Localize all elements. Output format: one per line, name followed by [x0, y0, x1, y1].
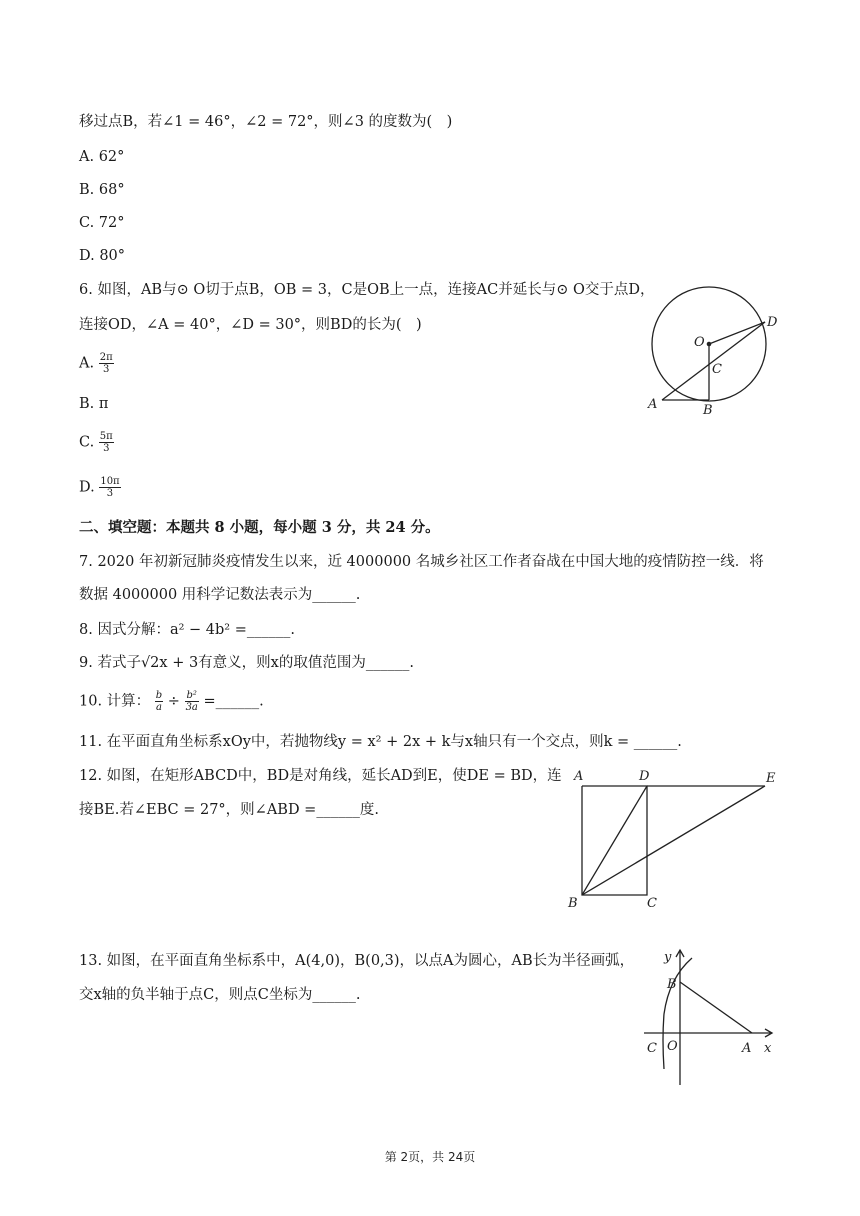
denominator: 3 — [102, 364, 110, 375]
label-c: C — [647, 896, 657, 911]
section-heading: 二、填空题：本题共 8 小题，每小题 3 分，共 24 分。 — [79, 519, 440, 536]
label-b: B — [703, 403, 713, 418]
label-c: C — [712, 362, 722, 377]
q6-option-a-label: A. — [79, 355, 95, 372]
q5-stem: 移过点B，若∠1 = 46°，∠2 = 72°，则∠3 的度数为( ) — [79, 114, 453, 130]
segment-bd — [582, 786, 647, 895]
label-d: D — [639, 769, 650, 784]
label-o: O — [667, 1039, 678, 1054]
q10-label: 10. 计算： — [79, 693, 151, 710]
q6-stem-line1: 6. 如图，AB与⊙ O切于点B，OB = 3，C是OB上一点，连接AC并延长与⊙ O交于点D， — [79, 282, 655, 298]
q10-tail: =______. — [203, 693, 264, 710]
denominator: 3 — [106, 488, 114, 499]
numerator: 2π — [99, 352, 113, 363]
q11-stem: 11. 在平面直角坐标系xOy中，若抛物线y = x² + 2x + k与x轴只有一个交点，则k = ______. — [79, 734, 682, 750]
q10-fraction-2 — [185, 690, 199, 713]
q7-stem-line2: 数据 4000000 用科学记数法表示为______. — [79, 587, 361, 603]
q6-option-b: B. π — [79, 396, 109, 412]
segment-ab — [680, 982, 752, 1033]
q10-fraction-1 — [155, 690, 163, 713]
numerator: b² — [186, 690, 197, 701]
numerator: 5π — [99, 431, 113, 442]
q7-stem-line1: 7. 2020 年初新冠肺炎疫情发生以来，近 4000000 名城乡社区工作者奋战在中国大地的疫情防控一线．将 — [79, 554, 764, 570]
label-d: D — [767, 315, 778, 330]
label-y: y — [664, 950, 672, 965]
q13-coordinate-figure — [634, 944, 784, 1089]
q9-stem: 9. 若式子√2x + 3有意义，则x的取值范围为______. — [79, 655, 414, 671]
q6-option-c-label: C. — [79, 434, 95, 451]
q10-stem — [79, 690, 264, 713]
denominator: 3a — [185, 702, 198, 713]
q5-option-a: A. 62° — [79, 149, 125, 165]
label-c: C — [647, 1041, 657, 1056]
segment-ad — [662, 322, 765, 400]
q13-stem-line2: 交x轴的负半轴于点C，则点C坐标为______. — [79, 987, 361, 1003]
q6-option-c — [79, 431, 114, 454]
segment-be — [582, 786, 765, 895]
label-a: A — [648, 397, 658, 412]
denominator: 3 — [103, 443, 110, 454]
numerator: b — [155, 690, 163, 701]
q6-option-d-fraction — [99, 476, 120, 499]
q6-circle-figure — [640, 280, 780, 420]
q12-rectangle-figure — [565, 764, 790, 914]
q12-stem-line2: 接BE.若∠EBC = 27°，则∠ABD =______度. — [79, 802, 379, 818]
segment-od — [709, 322, 765, 344]
q10-operator: ÷ — [167, 693, 180, 710]
q12-stem-line1: 12. 如图，在矩形ABCD中，BD是对角线，延长AD到E，使DE = BD，连 — [79, 768, 562, 784]
center-point — [707, 342, 712, 347]
q5-option-b: B. 68° — [79, 182, 125, 198]
q6-option-a-fraction — [99, 352, 114, 375]
label-b: B — [667, 977, 677, 992]
q5-option-c: C. 72° — [79, 215, 125, 231]
q6-option-a — [79, 352, 114, 375]
q5-option-d: D. 80° — [79, 248, 126, 264]
numerator: 10π — [100, 476, 120, 487]
q6-option-c-fraction — [99, 431, 114, 454]
label-o: O — [694, 335, 705, 350]
label-x: x — [764, 1041, 772, 1056]
q6-option-d — [79, 476, 121, 499]
label-b: B — [568, 896, 578, 911]
q8-stem: 8. 因式分解：a² − 4b² =______. — [79, 622, 295, 638]
q6-stem-line2: 连接OD，∠A = 40°，∠D = 30°，则BD的长为( ) — [79, 317, 422, 333]
page-footer: 第 2页，共 24页 — [384, 1150, 476, 1164]
q13-stem-line1: 13. 如图，在平面直角坐标系中，A(4,0)，B(0,3)，以点A为圆心，AB长为半径画弧， — [79, 953, 635, 969]
label-a: A — [742, 1041, 752, 1056]
q6-option-d-label: D. — [79, 479, 95, 496]
denominator: a — [156, 702, 162, 713]
label-a: A — [574, 769, 584, 784]
label-e: E — [766, 771, 776, 786]
